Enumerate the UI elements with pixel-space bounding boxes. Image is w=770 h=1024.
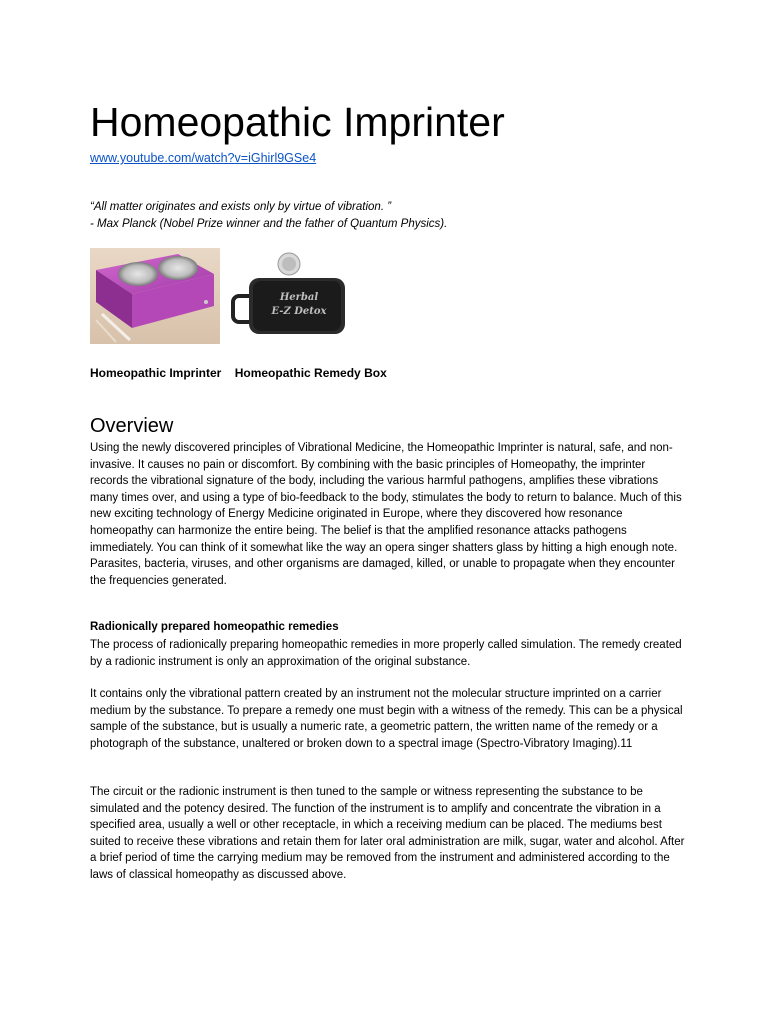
- section-paragraph-2: It contains only the vibrational pattern created by an instrument not the molecular structure imprinted on a carrier medium by the substance. To prepare a remedy one must begin with a witness of the remedy. This can be a physical sample of the substance, but is usually a numeric rate, a geometric pattern, the written name of the remedy or a photograph of the substance, unaltered or broken down to a spectral image (Spectro-Vibratory Imaging).11: [90, 688, 683, 750]
- image-captions: [90, 366, 397, 380]
- caption-remedy-box: Homeopathic Remedy Box: [234, 366, 387, 380]
- product-images: [90, 248, 355, 344]
- remedy-box-photo: [221, 248, 355, 344]
- planck-quote: [90, 199, 447, 233]
- remedy-box-label-1: Herbal: [279, 292, 319, 303]
- overview-paragraph: Using the newly discovered principles of Vibrational Medicine, the Homeopathic Imprinter is natural, safe, and non-invasive. It causes no pain or discomfort. By combining with the basic principles of Homeopathy, the imprinter records the vibrational signature of the body, including the various harmful pathogens, amplifies these vibrations many times over, and using a type of bio-feedback to the body, stimulates the body to return to balance. Much of this new exciting technology of Energy Medicine originated in Europe, where they discovered how resonance homeopathy can harmonize the entire being. The belief is that the amplified resonance attacks pathogens immediately. You can think of it somewhat like the way an opera singer shatters glass by hitting a high enough note. Parasites, bacteria, viruses, and other organisms are damaged, killed, or unable to propagate when they encounter the frequencies generated.: [90, 442, 682, 587]
- youtube-link[interactable]: www.youtube.com/watch?v=iGhirl9GSe4: [90, 151, 317, 165]
- section-paragraph-1: The process of radionically preparing homeopathic remedies in more properly called simulation. The remedy created by a radionic instrument is only an approximation of the original substance.: [90, 639, 682, 668]
- overview-heading: Overview: [90, 415, 174, 437]
- quote-text: “All matter originates and exists only by virtue of vibration. ”: [90, 201, 392, 213]
- section-heading: Radionically prepared homeopathic remedies: [90, 621, 339, 633]
- imprinter-photo: [90, 248, 220, 344]
- page-title: Homeopathic Imprinter: [90, 99, 505, 145]
- caption-imprinter: Homeopathic Imprinter: [90, 366, 222, 380]
- remedy-box-label-2: E-Z Detox: [271, 306, 327, 317]
- section-paragraph-3: The circuit or the radionic instrument is then tuned to the sample or witness representing the substance to be simulated and the potency desired. The function of the instrument is to amplify and concentrate the vibration in a specified area, usually a well or other receptacle, in which a receiving medium can be placed. The mediums best suited to receive these vibrations and retain them for later oral administration are milk, sugar, water and alcohol. After a brief period of time the carrying medium may be removed from the instrument and administered according to the laws of classical homeopathy as discussed above.: [90, 786, 685, 881]
- quote-attribution: - Max Planck (Nobel Prize winner and the father of Quantum Physics).: [90, 218, 448, 230]
